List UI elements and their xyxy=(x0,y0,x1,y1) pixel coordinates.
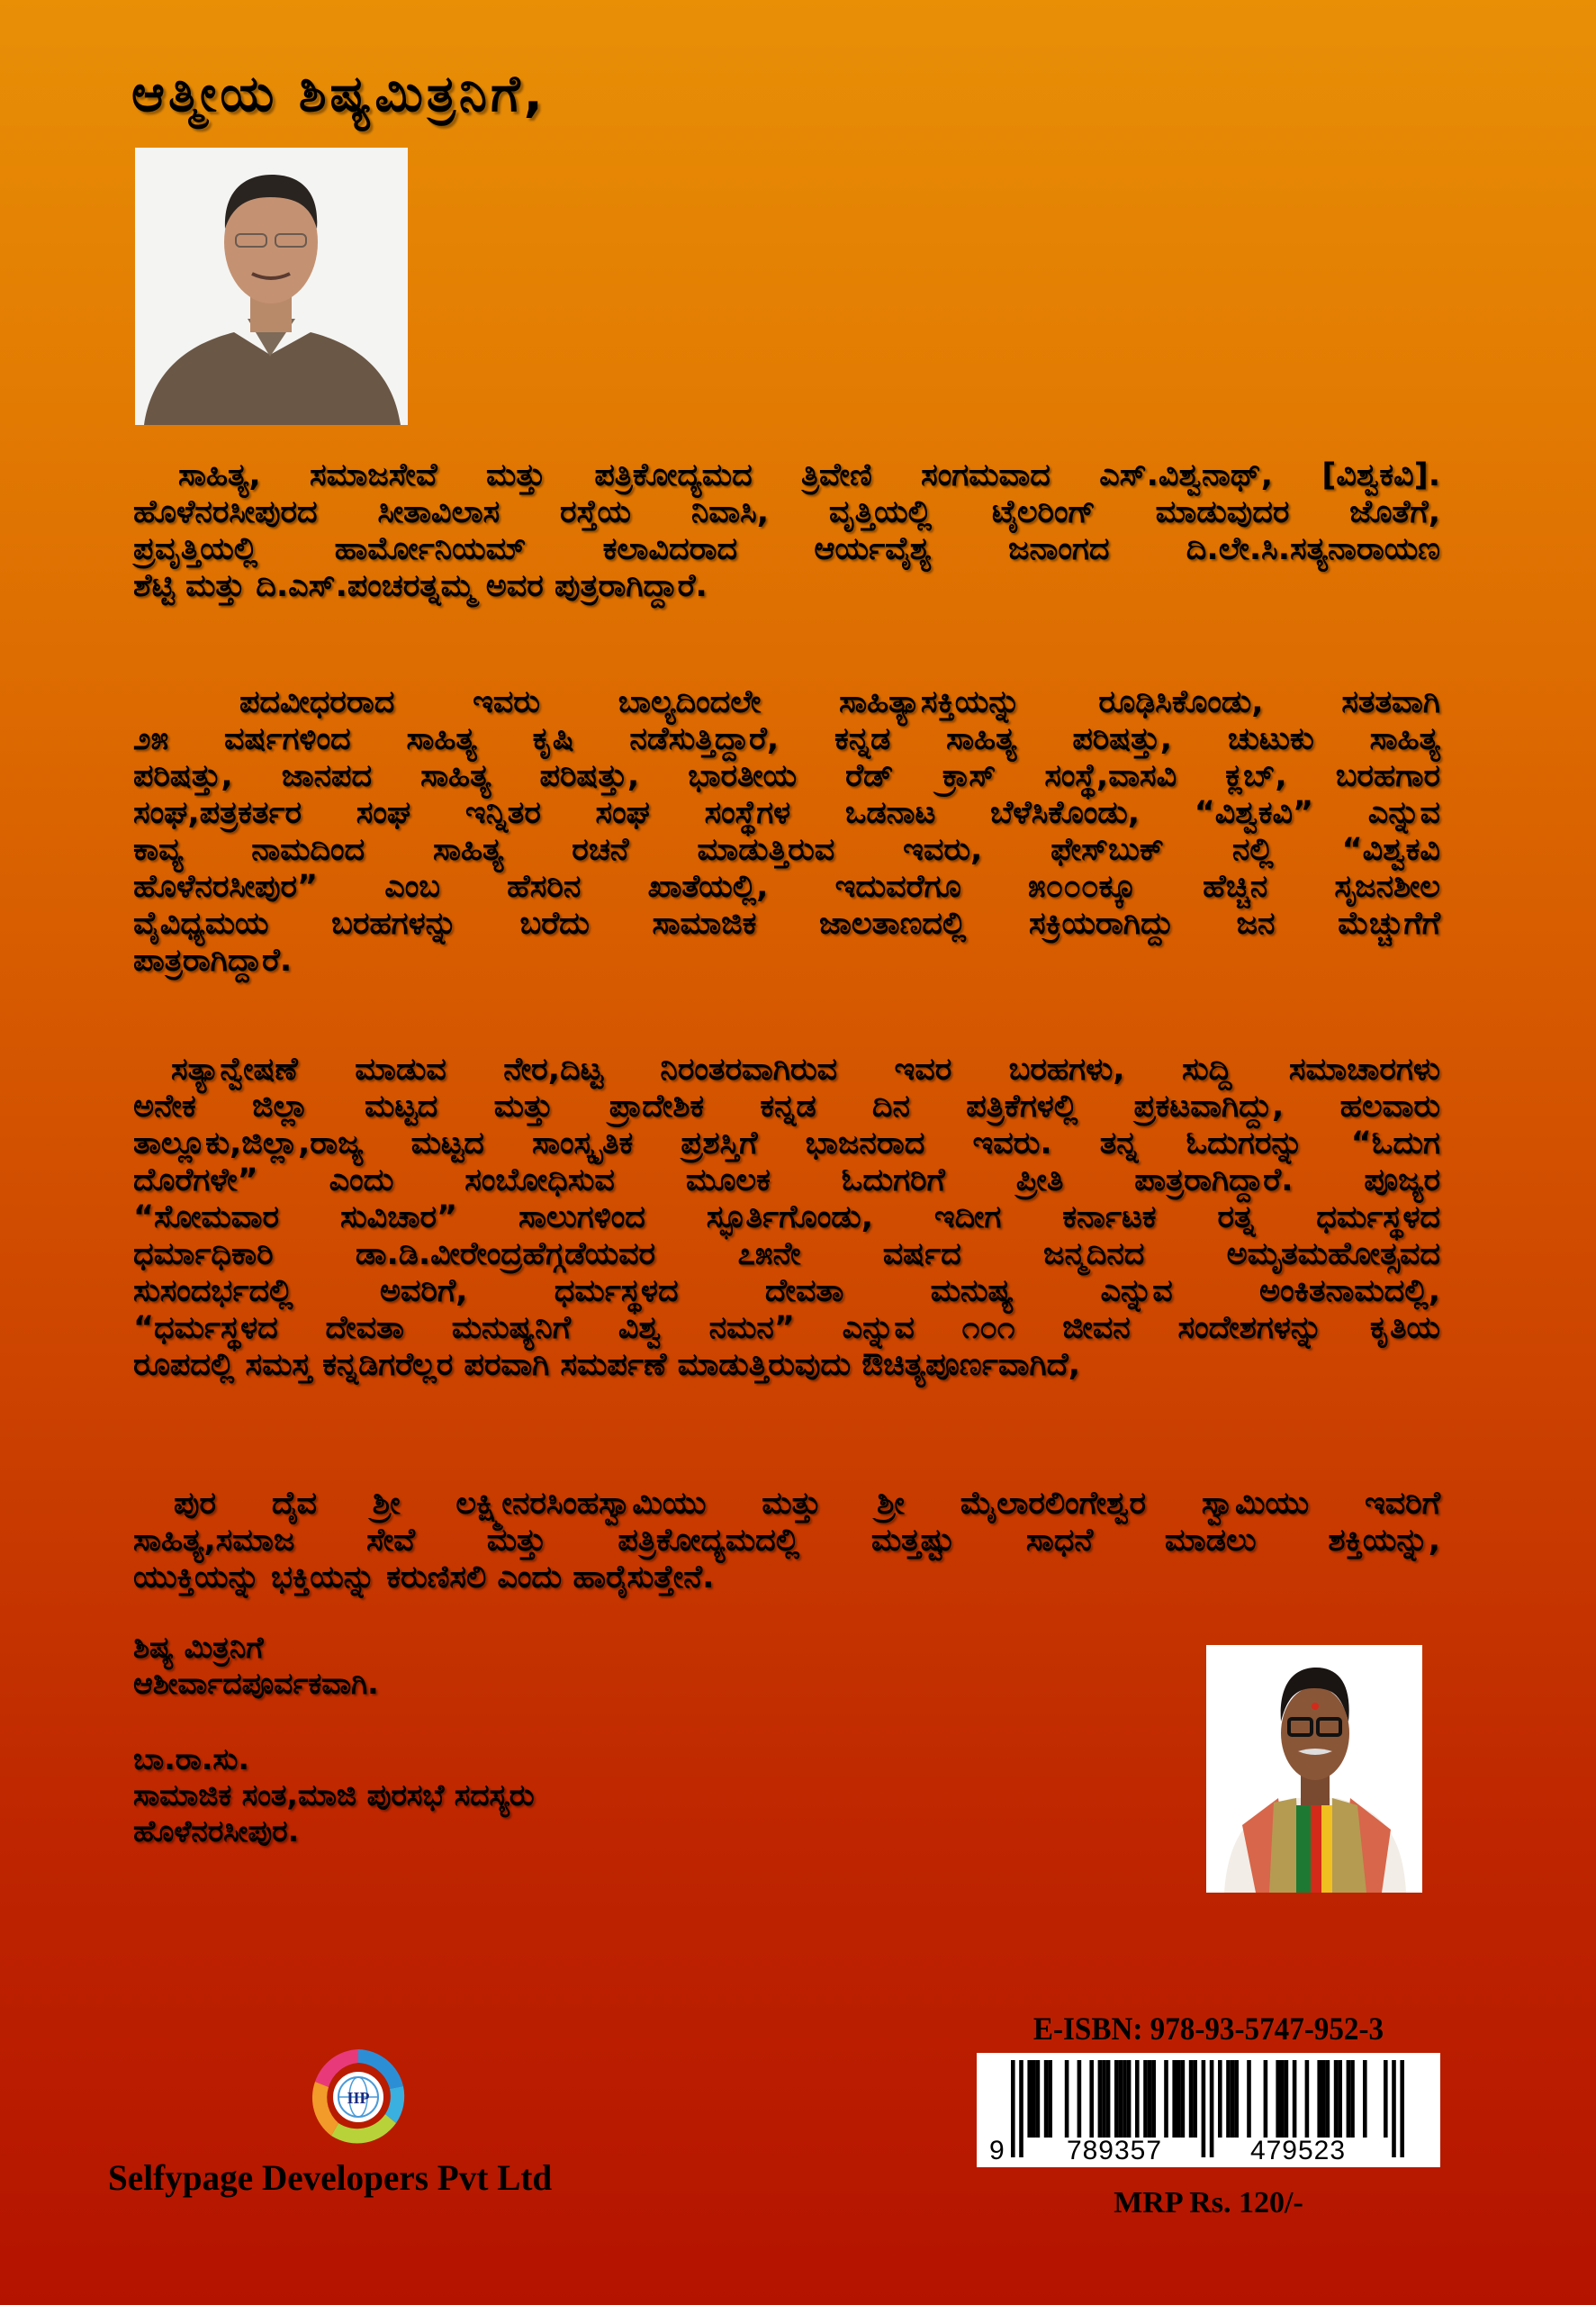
publisher-logo xyxy=(304,2046,412,2148)
isbn-label: E-ISBN: 978-93-5747-952-3 xyxy=(1032,2011,1384,2047)
paragraph-line: ಧರ್ಮಾಧಿಕಾರಿ ಡಾ.ಡಿ.ವೀರೇಂದ್ರಹೆಗ್ಗಡೆಯವರ ೭೫ನೇ ವರ್ಷದ ಜನ್ಮದಿನದ ಅಮೃತಮಹೋತ್ಸವದ xyxy=(133,1236,1440,1272)
barcode-bar xyxy=(1363,2060,1367,2138)
barcode-bar xyxy=(1285,2060,1289,2138)
barcode-bar xyxy=(1044,2060,1049,2138)
barcode-bar xyxy=(1078,2060,1082,2138)
paragraph-line: ಹೊಳೆನರಸೀಪುರ” ಎಂಬ ಹೆಸರಿನ ಖಾತೆಯಲ್ಲಿ, ಇದುವರೆಗೂ ೫೦೦೦ಕ್ಕೂ ಹೆಚ್ಚಿನ ಸೃಜನಶೀಲ xyxy=(133,869,1440,905)
paragraph-line: ಹೊಳೆನರಸೀಪುರದ ಸೀತಾವಿಲಾಸ ರಸ್ತೆಯ ನಿವಾಸಿ, ವೃತ್ತಿಯಲ್ಲಿ ಟೈಲರಿಂಗ್ ಮಾಡುವುದರ ಜೊತೆಗೆ, xyxy=(133,494,1440,530)
paragraph-line: ಕಾವ್ಯ ನಾಮದಿಂದ ಸಾಹಿತ್ಯ ರಚನೆ ಮಾಡುತ್ತಿರುವ ಇವರು, ಫೇಸ್‌ಬುಕ್ ನಲ್ಲಿ “ವಿಶ್ವಕವಿ xyxy=(133,832,1440,868)
barcode-bar xyxy=(1032,2060,1036,2138)
barcode-first-digit: 9 xyxy=(989,2136,1005,2165)
barcode-bar xyxy=(1011,2060,1015,2157)
paragraph-blessing xyxy=(133,1486,1440,1596)
barcode-bar xyxy=(1280,2060,1285,2138)
barcode-bar xyxy=(1143,2060,1148,2138)
barcode-bar xyxy=(1193,2060,1197,2138)
barcode-left-digits: 789357 xyxy=(1066,2136,1163,2165)
barcode-right-digits: 479523 xyxy=(1249,2136,1347,2165)
barcode-bar xyxy=(1231,2060,1235,2138)
barcode-bar xyxy=(1019,2060,1023,2157)
paragraph-line: ಪಾತ್ರರಾಗಿದ್ದಾರೆ. xyxy=(133,943,293,979)
barcode-bar xyxy=(1338,2060,1342,2138)
barcode-bar xyxy=(1123,2060,1127,2138)
author-portrait-image xyxy=(135,148,408,425)
logo-monogram: IIP xyxy=(347,2089,370,2107)
iip-logo-icon xyxy=(304,2046,412,2148)
barcode-bar xyxy=(1065,2060,1069,2138)
barcode-bar xyxy=(1148,2060,1152,2138)
paragraph-line: ಸಾಹಿತ್ಯ,ಸಮಾಜ ಸೇವೆ ಮತ್ತು ಪತ್ರಿಕೋದ್ಯಮದಲ್ಲಿ ಮತ್ತಷ್ಟು ಸಾಧನೆ ಮಾಡಲು ಶಕ್ತಿಯನ್ನು, xyxy=(133,1523,1440,1559)
barcode-bar xyxy=(1036,2060,1041,2138)
barcode-bar xyxy=(1276,2060,1280,2138)
barcode-bar xyxy=(1305,2060,1310,2138)
barcode-bar xyxy=(1089,2060,1094,2138)
barcode-bar xyxy=(1106,2060,1111,2138)
isbn-barcode xyxy=(977,2053,1440,2167)
barcode-bar xyxy=(1392,2060,1396,2157)
barcode-bar xyxy=(1119,2060,1123,2138)
paragraph-line: ಸತ್ಯಾನ್ವೇಷಣೆ ಮಾಡುವ ನೇರ,ದಿಟ್ಟ ನಿರಂತರವಾಗಿರುವ ಇವರ ಬರಹಗಳು, ಸುದ್ದಿ ಸಮಾಚಾರಗಳು xyxy=(171,1052,1440,1088)
barcode-bar xyxy=(1247,2060,1251,2138)
barcode-bar xyxy=(1350,2060,1355,2138)
publisher-name: Selfypage Developers Pvt Ltd xyxy=(108,2157,553,2198)
paragraph-line: ಪರಿಷತ್ತು, ಜಾನಪದ ಸಾಹಿತ್ಯ ಪರಿಷತ್ತು, ಭಾರತೀಯ ರೆಡ್ ಕ್ರಾಸ್ ಸಂಸ್ಥೆ,ವಾಸವಿ ಕ್ಲಬ್, ಬರಹಗಾರ xyxy=(133,758,1440,794)
author-photo xyxy=(135,148,408,425)
barcode-bar xyxy=(1226,2060,1231,2138)
barcode-bar xyxy=(1218,2060,1222,2138)
barcode-bar xyxy=(1293,2060,1297,2138)
paragraph-line: ಪದವೀಧರರಾದ ಇವರು ಬಾಲ್ಯದಿಂದಲೇ ಸಾಹಿತ್ಯಾಸಕ್ತಿಯನ್ನು ರೂಢಿಸಿಕೊಂಡು, ಸತತವಾಗಿ xyxy=(239,684,1440,720)
paragraph-line: ೨೫ ವರ್ಷಗಳಿಂದ ಸಾಹಿತ್ಯ ಕೃಷಿ ನಡೆಸುತ್ತಿದ್ದಾರೆ, ಕನ್ನಡ ಸಾಹಿತ್ಯ ಪರಿಷತ್ತು, ಚುಟುಕು ಸಾಹಿತ್ಯ xyxy=(133,721,1440,757)
signatory-photo xyxy=(1206,1645,1422,1893)
dedication-heading: ಆತ್ಮೀಯ ಶಿಷ್ಯಮಿತ್ರನಿಗೆ, xyxy=(131,65,546,123)
barcode-bar xyxy=(1127,2060,1132,2138)
price-label: MRP Rs. 120/- xyxy=(1114,2186,1303,2219)
barcode-bar xyxy=(1326,2060,1330,2138)
signature-salutation: ಶಿಷ್ಯ ಮಿತ್ರನಿಗೆ xyxy=(133,1630,264,1665)
barcode-bar xyxy=(1317,2060,1321,2138)
barcode-bar xyxy=(1181,2060,1186,2138)
paragraph-line: ರೂಪದಲ್ಲಿ ಸಮಸ್ತ ಕನ್ನಡಿಗರೆಲ್ಲರ ಪರವಾಗಿ ಸಮರ್ಪಣೆ ಮಾಡುತ್ತಿರುವುದು ಔಚಿತ್ಯಪೂರ್ಣವಾಗಿದೆ, xyxy=(133,1347,1080,1383)
paragraph-line: ದೊರೆಗಳೇ” ಎಂದು ಸಂಬೋಧಿಸುವ ಮೂಲಕ ಓದುಗರಿಗೆ ಪ್ರೀತಿ ಪಾತ್ರರಾಗಿದ್ದಾರೆ. ಪೂಜ್ಯರ xyxy=(133,1162,1440,1198)
barcode-bars xyxy=(977,2053,1440,2167)
paragraph-line: ಸಾಹಿತ್ಯ, ಸಮಾಜಸೇವೆ ಮತ್ತು ಪತ್ರಿಕೋದ್ಯಮದ ತ್ರಿವೇಣಿ ಸಂಗಮವಾದ ಎಸ್.ವಿಶ್ವನಾಥ್, [ವಿಶ್ವಕವಿ]. xyxy=(178,457,1440,493)
barcode-bar xyxy=(1164,2060,1168,2138)
barcode-bar xyxy=(1114,2060,1119,2138)
barcode-bar xyxy=(1189,2060,1194,2138)
signature-designation: ಸಾಮಾಜಿಕ ಸಂತ,ಮಾಜಿ ಪುರಸಭೆ ಸದಸ್ಯರು xyxy=(133,1777,535,1812)
barcode-bar xyxy=(1048,2060,1052,2138)
paragraph-line: ವೈವಿಧ್ಯಮಯ ಬರಹಗಳನ್ನು ಬರೆದು ಸಾಮಾಜಿಕ ಜಾಲತಾಣದಲ್ಲಿ ಸಕ್ರಿಯರಾಗಿದ್ದು ಜನ ಮೆಚ್ಚುಗೆಗೆ xyxy=(133,906,1440,942)
barcode-bar xyxy=(1027,2060,1032,2138)
barcode-bar xyxy=(1384,2060,1388,2138)
paragraph-line: “ಸೋಮವಾರ ಸುವಿಚಾರ” ಸಾಲುಗಳಿಂದ ಸ್ಫೂರ್ತಿಗೊಂಡು, ಇದೀಗ ಕರ್ನಾಟಕ ರತ್ನ ಧರ್ಮಸ್ಥಳದ xyxy=(133,1199,1440,1235)
paragraph-achievements xyxy=(133,1052,1440,1384)
paragraph-line: “ಧರ್ಮಸ್ಥಳದ ದೇವತಾ ಮನುಷ್ಯನಿಗೆ ವಿಶ್ವ ನಮನ” ಎನ್ನುವ ೧೦೧ ಜೀವನ ಸಂದೇಶಗಳನ್ನು ಕೃತಿಯ xyxy=(133,1310,1440,1346)
barcode-bar xyxy=(1202,2060,1206,2157)
barcode-bar xyxy=(1321,2060,1326,2138)
barcode-bar xyxy=(1264,2060,1268,2138)
barcode-bar xyxy=(1400,2060,1404,2157)
barcode-bar xyxy=(1234,2060,1239,2138)
paragraph-literary-work xyxy=(133,684,1440,980)
paragraph-line: ಸುಸಂದರ್ಭದಲ್ಲಿ ಅವರಿಗೆ, ಧರ್ಮಸ್ಥಳದ ದೇವತಾ ಮನುಷ್ಯ ಎನ್ನುವ ಅಂಕಿತನಾಮದಲ್ಲಿ, xyxy=(133,1273,1440,1309)
barcode-bar xyxy=(1334,2060,1339,2138)
paragraph-introduction xyxy=(133,457,1440,605)
paragraph-line: ಪುರ ದೈವ ಶ್ರೀ ಲಕ್ಷ್ಮೀನರಸಿಂಹಸ್ವಾಮಿಯು ಮತ್ತು ಶ್ರೀ ಮೈಲಾರಲಿಂಗೇಶ್ವರ ಸ್ವಾಮಿಯು ಇವರಿಗೆ xyxy=(174,1486,1440,1522)
barcode-bar xyxy=(1135,2060,1140,2138)
paragraph-line: ಪ್ರವೃತ್ತಿಯಲ್ಲಿ ಹಾರ್ಮೋನಿಯಮ್ ಕಲಾವಿದರಾದ ಆರ್ಯವೈಶ್ಯ ಜನಾಂಗದ ದಿ.ಲೇ.ಸಿ.ಸತ್ಯನಾರಾಯಣ xyxy=(133,531,1440,567)
paragraph-line: ತಾಲ್ಲೂಕು,ಜಿಲ್ಲಾ,ರಾಜ್ಯ ಮಟ್ಟದ ಸಾಂಸ್ಕೃತಿಕ ಪ್ರಶಸ್ತಿಗೆ ಭಾಜನರಾದ ಇವರು. ತನ್ನ ಓದುಗರನ್ನು “ಓದುಗ xyxy=(133,1125,1440,1162)
signature-blessing: ಆಶೀರ್ವಾದಪೂರ್ವಕವಾಗಿ. xyxy=(133,1666,379,1701)
barcode-bar xyxy=(1347,2060,1351,2138)
barcode-bar xyxy=(1172,2060,1177,2138)
barcode-bar xyxy=(1102,2060,1106,2138)
barcode-bar xyxy=(1210,2060,1214,2157)
barcode-bar xyxy=(1151,2060,1156,2138)
signature-block xyxy=(133,1630,535,1849)
barcode-bar xyxy=(1098,2060,1103,2138)
paragraph-line: ಶೆಟ್ಟಿ ಮತ್ತು ದಿ.ಎಸ್.ಪಂಚರತ್ನಮ್ಮ ಅವರ ಪುತ್ರರಾಗಿದ್ದಾರೆ. xyxy=(133,568,708,604)
paragraph-line: ಸಂಘ,ಪತ್ರಕರ್ತರ ಸಂಘ ಇನ್ನಿತರ ಸಂಘ ಸಂಸ್ಥೆಗಳ ಒಡನಾಟ ಬೆಳೆಸಿಕೊಂಡು, “ವಿಶ್ವಕವಿ” ಎನ್ನುವ xyxy=(133,795,1440,831)
signature-place: ಹೊಳೆನರಸೀಪುರ. xyxy=(133,1813,300,1849)
paragraph-line: ಯುಕ್ತಿಯನ್ನು ಭಕ್ತಿಯನ್ನು ಕರುಣಿಸಲಿ ಎಂದು ಹಾರೈಸುತ್ತೇನೆ. xyxy=(133,1559,715,1595)
barcode-bar xyxy=(1177,2060,1181,2138)
signatory-portrait-image xyxy=(1206,1645,1422,1893)
signature-name: ಬಾ.ರಾ.ಸು. xyxy=(133,1741,249,1776)
paragraph-line: ಅನೇಕ ಜಿಲ್ಲಾ ಮಟ್ಟದ ಮತ್ತು ಪ್ರಾದೇಶಿಕ ಕನ್ನಡ ದಿನ ಪತ್ರಿಕೆಗಳಲ್ಲಿ ಪ್ರಕಟವಾಗಿದ್ದು, ಹಲವಾರು xyxy=(133,1089,1440,1125)
